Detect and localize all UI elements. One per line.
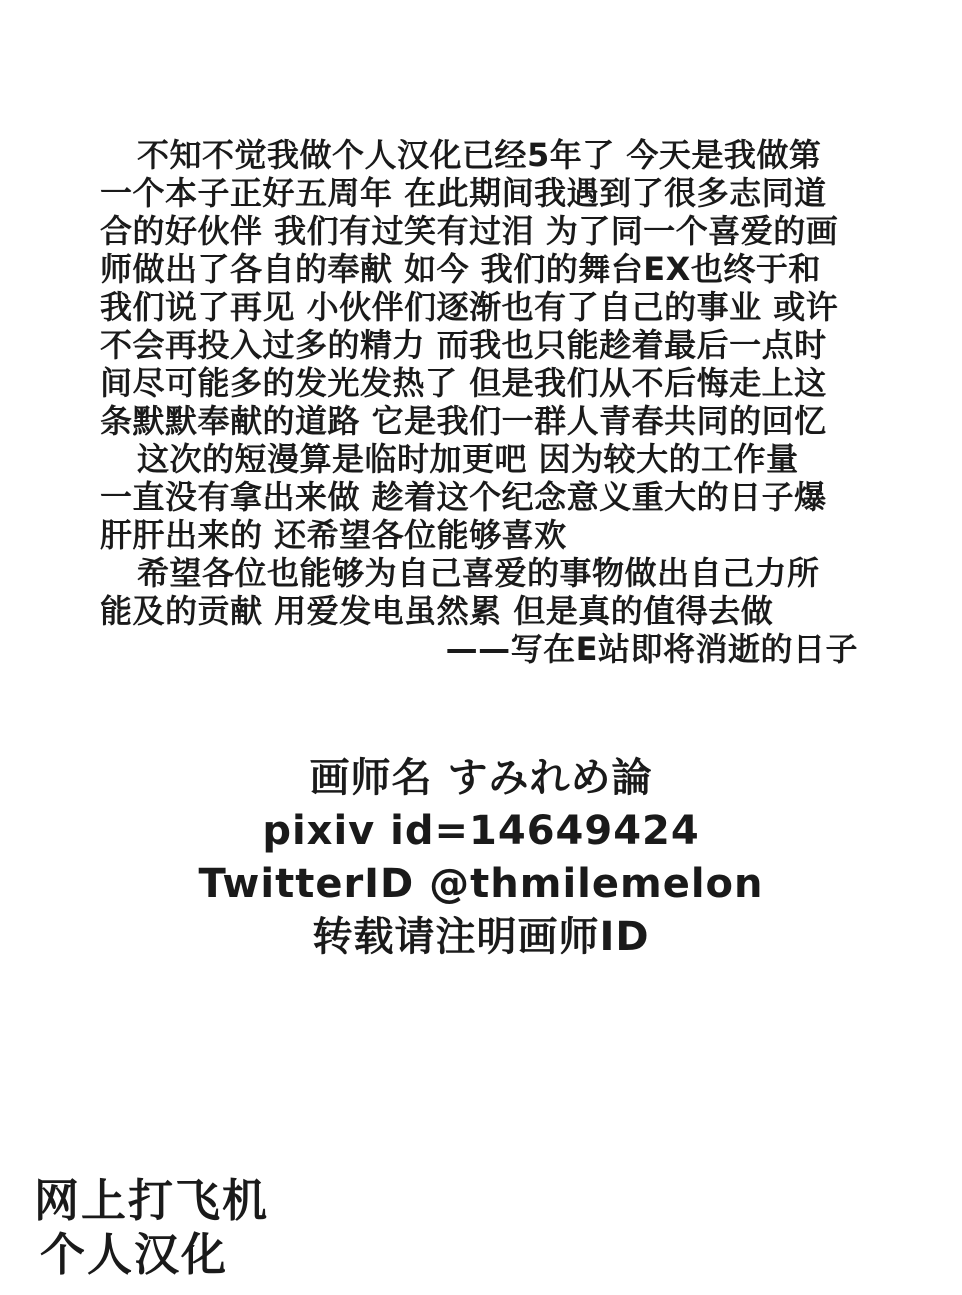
- afterword-line: 这次的短漫算是临时加更吧 因为较大的工作量: [137, 440, 799, 478]
- repost-note-line: 转载请注明画师ID: [312, 914, 650, 960]
- afterword-line: 间尽可能多的发光发热了 但是我们从不后悔走上这: [100, 364, 827, 402]
- afterword-line: 不会再投入过多的精力 而我也只能趁着最后一点时: [100, 326, 827, 364]
- afterword-line: 合的好伙伴 我们有过笑有过泪 为了同一个喜爱的画: [100, 212, 839, 250]
- afterword-line: 我们说了再见 小伙伴们逐渐也有了自己的事业 或许: [100, 288, 839, 326]
- twitter-id-line: TwitterID @thmilemelon: [198, 861, 764, 907]
- afterword-line: 肝肝出来的 还希望各位能够喜欢: [100, 516, 567, 554]
- afterword-text-block: [100, 136, 862, 668]
- scanlator-type: 个人汉化: [40, 1228, 229, 1281]
- afterword-line: 不知不觉我做个人汉化已经5年了 今天是我做第: [137, 136, 822, 174]
- pixiv-id-line: pixiv id=14649424: [262, 808, 700, 854]
- afterword-line: 师做出了各自的奉献 如今 我们的舞台EX也终于和: [100, 250, 821, 288]
- scanlator-credit-block: [34, 1174, 269, 1282]
- scanlator-name: 网上打飞机: [34, 1174, 270, 1227]
- afterword-line: 希望各位也能够为自己喜爱的事物做出自己力所: [137, 554, 820, 592]
- artist-name-line: 画师名 すみれめ論: [309, 755, 653, 801]
- afterword-line: 能及的贡献 用爱发电虽然累 但是真的值得去做: [100, 592, 774, 630]
- afterword-signature-line: ——写在E站即将消逝的日子: [445, 630, 858, 668]
- afterword-line: 一直没有拿出来做 趁着这个纪念意义重大的日子爆: [100, 478, 827, 516]
- afterword-line: 一个本子正好五周年 在此期间我遇到了很多志同道: [100, 174, 827, 212]
- afterword-line: 条默默奉献的道路 它是我们一群人青春共同的回忆: [100, 402, 827, 440]
- artist-credits-block: [0, 752, 962, 964]
